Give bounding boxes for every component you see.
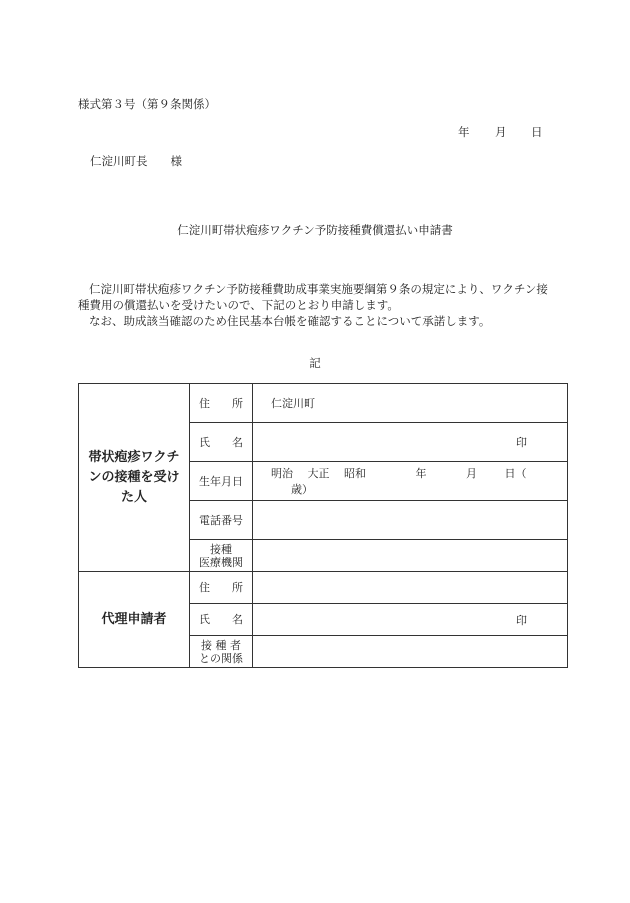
proxy-group-label: 代理申請者 — [79, 572, 190, 668]
form-number: 様式第３号（第９条関係） — [78, 97, 216, 111]
era-showa: 昭和 — [344, 467, 366, 480]
body-text — [78, 281, 558, 329]
date-day: 日 — [531, 125, 543, 139]
vaccinee-name-field[interactable] — [253, 423, 568, 462]
vaccinee-facility-label: 接種 医療機関 — [190, 540, 253, 572]
proxy-seal-mark: 印 — [516, 613, 527, 627]
proxy-name-label: 氏 名 — [190, 604, 253, 636]
vaccinee-group-label: 帯状疱疹ワクチ ンの接種を受け た人 — [79, 384, 190, 572]
date-year: 年 — [458, 125, 470, 139]
addressee: 仁淀川町長 様 — [90, 154, 182, 168]
birth-month: 月 — [466, 467, 477, 480]
proxy-name-field[interactable] — [253, 604, 568, 636]
vaccinee-name-label: 氏 名 — [190, 423, 253, 462]
vaccinee-address-value: 仁淀川町 — [271, 397, 315, 410]
vaccinee-address-field[interactable] — [253, 384, 568, 423]
body-paragraph-2: なお、助成該当確認のため住民基本台帳を確認することについて承諾します。 — [89, 314, 491, 328]
birth-day: 日（ — [504, 467, 527, 480]
age: 歳） — [291, 483, 313, 496]
proxy-relation-field[interactable] — [253, 636, 568, 668]
vaccinee-birthdate-label: 生年月日 — [190, 462, 253, 501]
proxy-address-field[interactable] — [253, 572, 568, 604]
vaccinee-phone-field[interactable] — [253, 501, 568, 540]
proxy-address-label: 住 所 — [190, 572, 253, 604]
era-meiji: 明治 — [271, 467, 293, 480]
era-taisho: 大正 — [307, 467, 330, 480]
body-paragraph-1-line-2: 種費用の償還払いを受けたいので、下記のとおり申請します。 — [78, 298, 399, 312]
application-table — [78, 383, 568, 668]
body-paragraph-1-line-1: 仁淀川町帯状疱疹ワクチン予防接種費助成事業実施要綱第９条の規定により、ワクチン接 — [89, 282, 548, 296]
vaccinee-birthdate-field[interactable] — [253, 462, 568, 501]
vaccinee-address-label: 住 所 — [190, 384, 253, 423]
date-month: 月 — [495, 125, 507, 139]
vaccinee-facility-field[interactable] — [253, 540, 568, 572]
proxy-relation-label: 接 種 者 との関係 — [190, 636, 253, 668]
document-title: 仁淀川町帯状疱疹ワクチン予防接種費償還払い申請書 — [177, 223, 453, 237]
ki-heading: 記 — [309, 356, 321, 370]
birth-year: 年 — [415, 467, 427, 480]
vaccinee-phone-label: 電話番号 — [190, 501, 253, 540]
vaccinee-seal-mark: 印 — [516, 436, 527, 449]
